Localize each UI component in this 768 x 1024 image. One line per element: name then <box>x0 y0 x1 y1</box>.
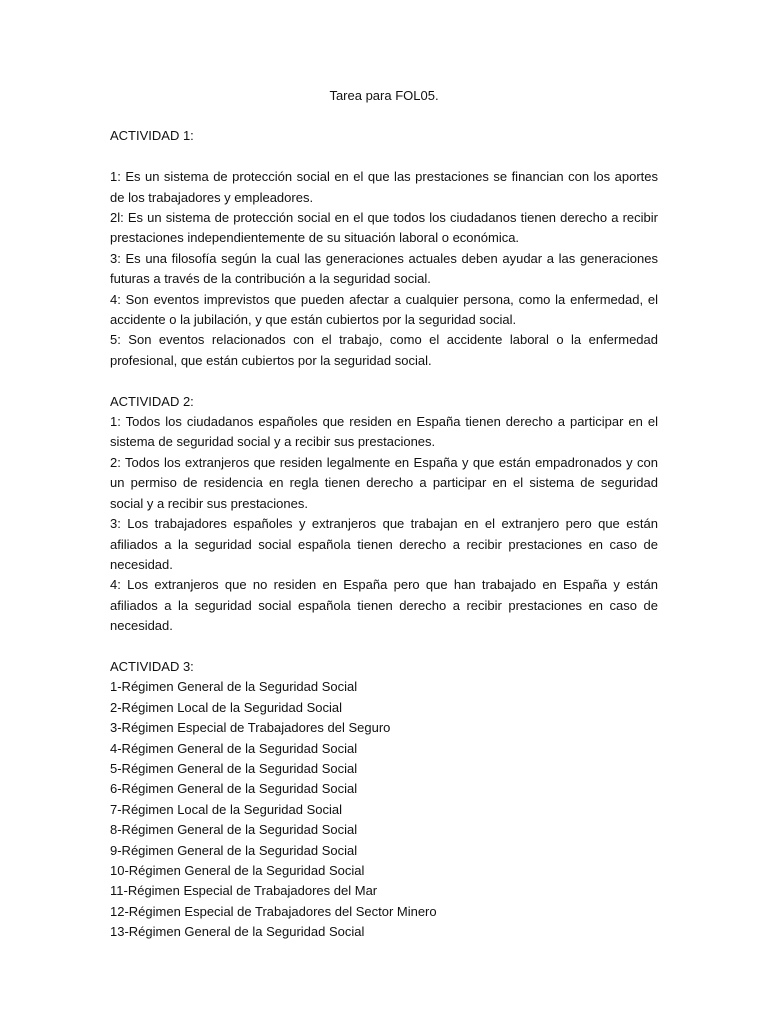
section-heading: ACTIVIDAD 2: <box>110 393 194 409</box>
spacer <box>110 147 658 167</box>
document-page <box>110 86 658 943</box>
regimen-list-item: 13-Régimen General de la Seguridad Social <box>110 924 365 940</box>
answer-paragraph: 3: Los trabajadores españoles y extranjeros que trabajan en el extranjero pero que están afiliados a la seguridad social española tienen derecho a recibir prestaciones en caso de necesidad. <box>110 516 658 572</box>
regimen-list-item: 10-Régimen General de la Seguridad Social <box>110 862 365 878</box>
answer-paragraph: 1: Es un sistema de protección social en el que las prestaciones se financian con los aportes de los trabajadores y empleadores. <box>110 169 658 205</box>
section-actividad-2 <box>110 392 658 637</box>
regimen-list-item: 3-Régimen Especial de Trabajadores del Seguro <box>110 720 391 736</box>
regimen-list-item: 11-Régimen Especial de Trabajadores del Mar <box>110 883 378 899</box>
regimen-list-item: 12-Régimen Especial de Trabajadores del Sector Minero <box>110 903 437 919</box>
answer-paragraph: 1: Todos los ciudadanos españoles que residen en España tienen derecho a participar en el sistema de seguridad social y a recibir sus prestaciones. <box>110 414 658 450</box>
regimen-list-item: 2-Régimen Local de la Seguridad Social <box>110 699 342 715</box>
answer-paragraph: 5: Son eventos relacionados con el trabajo, como el accidente laboral o la enfermedad profesional, que están cubiertos por la seguridad social. <box>110 332 658 368</box>
section-heading: ACTIVIDAD 1: <box>110 128 194 144</box>
spacer <box>110 637 658 657</box>
answer-paragraph: 3: Es una filosofía según la cual las generaciones actuales deben ayudar a las generaciones futuras a través de la contribución a la seguridad social. <box>110 250 658 287</box>
regimen-list-item: 6-Régimen General de la Seguridad Social <box>110 781 358 797</box>
regimen-list-item: 4-Régimen General de la Seguridad Social <box>110 740 358 756</box>
regimen-list-item: 1-Régimen General de la Seguridad Social <box>110 679 358 695</box>
answer-paragraph: 2: Todos los extranjeros que residen legalmente en España y que están empadronados y con un permiso de residencia en regla tienen derecho a participar en el sistema de seguridad social y a recibir sus prestaciones. <box>110 454 658 511</box>
document-title: Tarea para FOL05. <box>329 88 439 103</box>
regimen-list-item: 8-Régimen General de la Seguridad Social <box>110 822 358 838</box>
section-actividad-3 <box>110 657 658 943</box>
answer-paragraph: 4: Son eventos imprevistos que pueden afectar a cualquier persona, como la enfermedad, el accidente o la jubilación, y que están cubiertos por la seguridad social. <box>110 291 658 328</box>
regimen-list-item: 7-Régimen Local de la Seguridad Social <box>110 801 342 817</box>
regimen-list-item: 5-Régimen General de la Seguridad Social <box>110 760 358 776</box>
regimen-list-item: 9-Régimen General de la Seguridad Social <box>110 842 358 858</box>
spacer <box>110 371 658 391</box>
answer-paragraph: 2l: Es un sistema de protección social en el que todos los ciudadanos tienen derecho a recibir prestaciones independientemente de su situación laboral o económica. <box>110 210 658 246</box>
section-actividad-1 <box>110 126 658 371</box>
answer-paragraph: 4: Los extranjeros que no residen en España pero que han trabajado en España y están afiliados a la seguridad social española tienen derecho a recibir prestaciones en caso de necesidad. <box>110 577 658 634</box>
section-heading: ACTIVIDAD 3: <box>110 658 194 674</box>
